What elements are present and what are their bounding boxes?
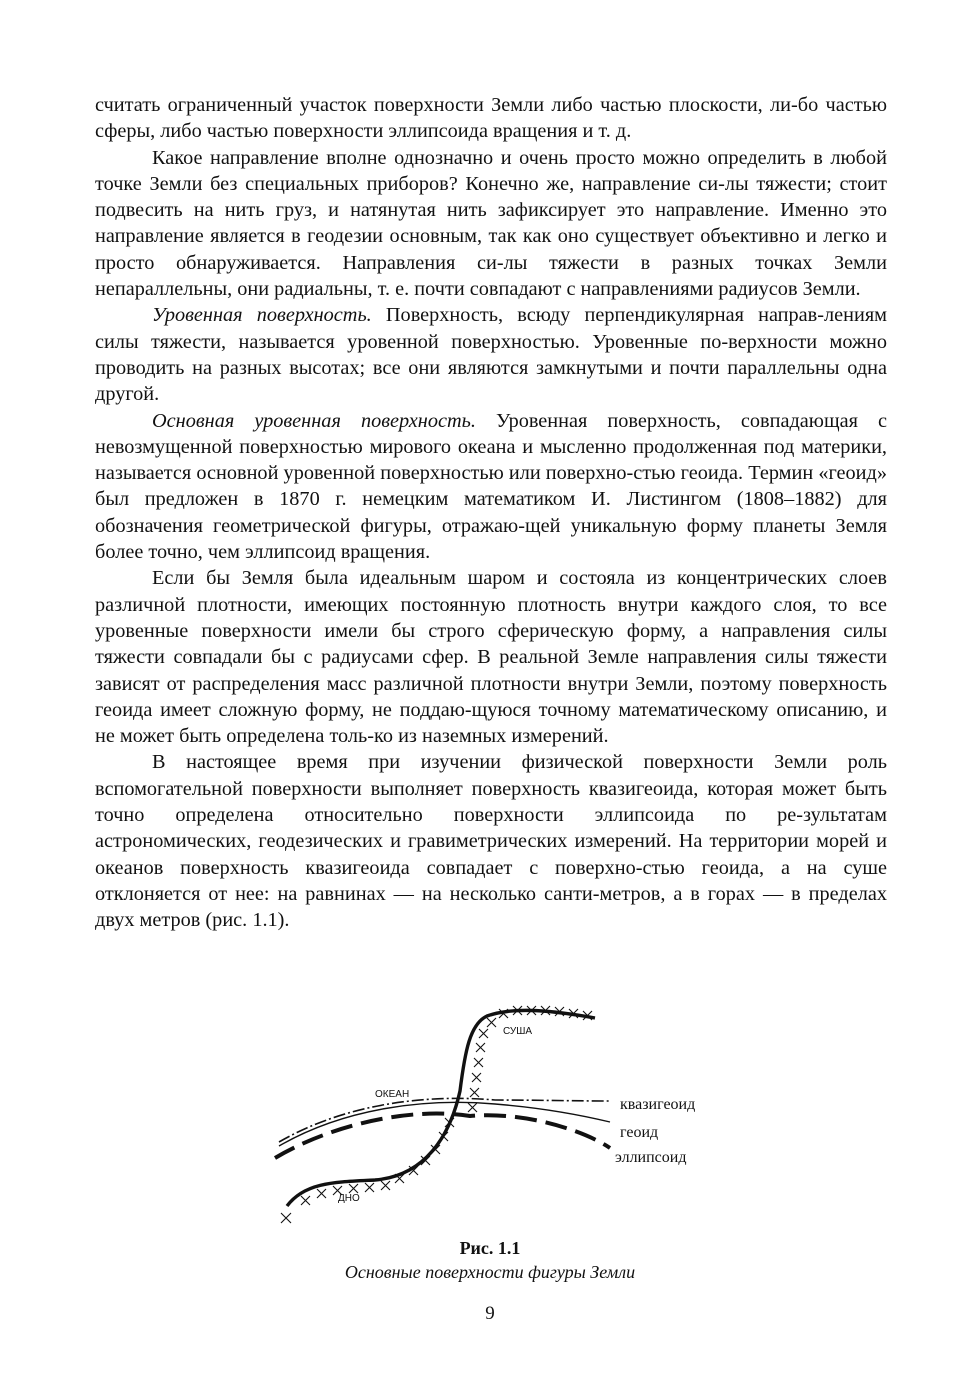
paragraph-3-lead: Уровенная поверхность. xyxy=(152,304,372,327)
paragraph-6 xyxy=(95,749,887,933)
paragraph-3-text: Поверхность, всюду перпендикулярная направ-лениям силы тяжести, называется уровенной поверхностью. Уровенные по-верхности можно проводить на разных высотах; все они являются замкнутыми и почти параллельны одна другой. xyxy=(95,304,888,406)
figure-caption-text: Основные поверхности фигуры Земли xyxy=(344,1262,636,1282)
label-land: СУША xyxy=(503,1026,533,1037)
figure-caption-title: Рис. 1.1 xyxy=(459,1238,521,1258)
figure-diagram xyxy=(265,996,715,1236)
page-number: 9 xyxy=(485,1303,495,1324)
label-ellipsoid: эллипсоид xyxy=(615,1149,687,1166)
label-quasigeoid: квазигеоид xyxy=(620,1096,696,1113)
paragraph-2 xyxy=(95,145,887,303)
paragraph-4-text: Уровенная поверхность, совпадающая с невозмущенной поверхностью мирового океана и мысленно продолженная под материки, называется основной уровенной поверхностью или поверхно-стью геоида. Термин «геоид» был предложен в 1870 г. немецким математиком И. Листингом (1808–1882) для обозначения геометрической фигуры, отражаю-щей уникальную форму планеты Земля более точно, чем эллипсоид вращения. xyxy=(95,409,887,564)
paragraph-5 xyxy=(95,565,887,749)
paragraph-4 xyxy=(95,408,887,566)
paragraph-6-text: В настоящее время при изучении физической поверхности Земли роль вспомогательной поверхности выполняет поверхность квазигеоида, которая может быть точно определена относительно поверхности эллипсоида по ре-зультатам астрономических, геодезических и гравиметрических измерений. На территории морей и океанов поверхность квазигеоида совпадает с поверхно-стью геоида, а на суше отклоняется от нее: на равнинах — на несколько санти-метров, а в горах — в пределах двух метров (рис. 1.1). xyxy=(95,751,887,932)
figure-earth-surfaces xyxy=(265,996,715,1236)
label-bottom: ДНО xyxy=(338,1193,360,1204)
paragraph-1 xyxy=(95,92,887,145)
paragraph-4-lead: Основная уровенная поверхность. xyxy=(152,409,476,432)
paragraph-5-text: Если бы Земля была идеальным шаром и состояла из концентрических слоев различной плотности, имеющих постоянную плотность внутри каждого слоя, то все уровенные поверхности имели бы строго сферическую форму, а направления силы тяжести совпадали бы с радиусами сфер. В реальной Земле направления силы тяжести зависят от распределения масс различной плотности внутри Земли, поэтому поверхность геоида имеет сложную форму, не поддаю-щуюся точному математическому описанию, и не может быть определена толь-ко из наземных измерений. xyxy=(95,567,887,748)
physical-surface-curve xyxy=(287,1010,595,1206)
label-geoid: геоид xyxy=(620,1124,659,1141)
paragraph-2-text: Какое направление вполне однозначно и очень просто можно определить в любой точке Земли без специальных приборов? Конечно же, направление си-лы тяжести; стоит подвесить на нить груз, и натянутая нить зафиксирует это направление. Именно это направление является в геодезии основным, так как оно существует объективно и легко и просто обнаруживается. Направления си-лы тяжести в разных точках Земли непараллельны, они радиальны, т. е. почти совпадают с направлениями радиусов Земли. xyxy=(95,146,887,301)
paragraph-3 xyxy=(95,302,887,407)
body-text xyxy=(95,92,887,934)
geoid-curve xyxy=(279,1102,610,1146)
label-ocean: ОКЕАН xyxy=(375,1089,410,1100)
paragraph-1-text: считать ограниченный участок поверхности Земли либо частью плоскости, ли-бо частью сферы, либо частью поверхности эллипсоида вращения и т. д. xyxy=(95,94,887,143)
